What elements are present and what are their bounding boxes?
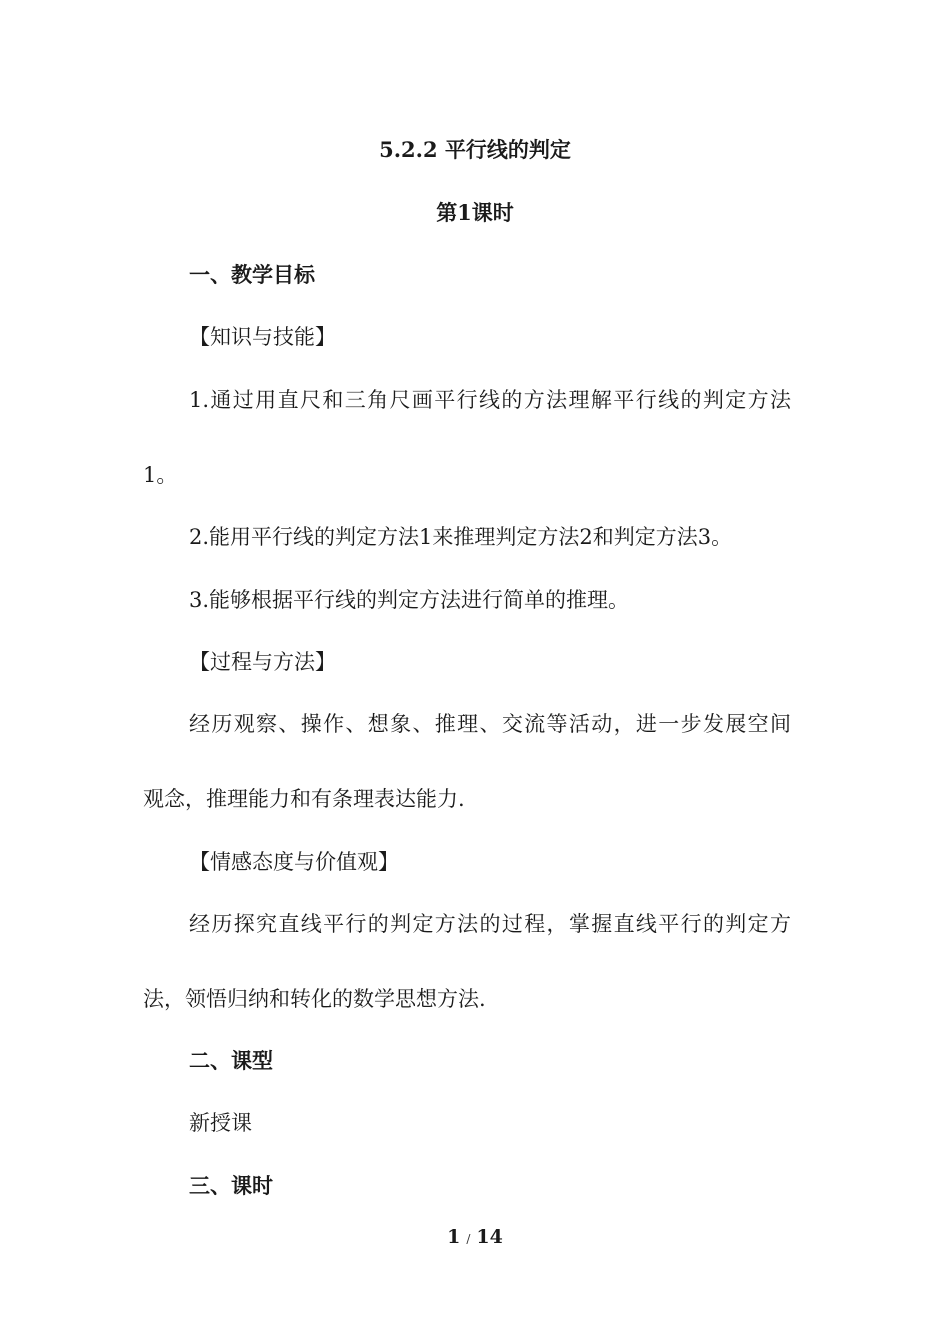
paragraph-p1-line2: 观念，推理能力和有条理表达能力. — [143, 787, 465, 811]
section-heading-class-hours: 三、课时 — [189, 1173, 273, 1198]
page-separator: / — [466, 1232, 471, 1246]
total-pages-number: 14 — [476, 1226, 503, 1248]
document-title: 5.2.2 平行线的判定 — [379, 137, 571, 162]
paragraph-e1-line2: 法，领悟归纳和转化的数学思想方法. — [143, 987, 486, 1011]
paragraph-k1-line1: 1.通过用直尺和三角尺画平行线的方法理解平行线的判定方法 — [189, 388, 791, 412]
subsection-label-emotion: 【情感态度与价值观】 — [189, 850, 399, 874]
section-heading-lesson-type: 二、课型 — [189, 1048, 273, 1073]
document-subtitle: 第1课时 — [436, 200, 514, 225]
subsection-label-process: 【过程与方法】 — [189, 650, 336, 674]
subsection-label-knowledge: 【知识与技能】 — [189, 325, 336, 349]
current-page-number: 1 — [447, 1226, 461, 1248]
paragraph-k1-line2: 1。 — [143, 463, 178, 487]
page-number-footer — [0, 1224, 950, 1252]
paragraph-p1-line1: 经历观察、操作、想象、推理、交流等活动，进一步发展空间 — [189, 712, 791, 736]
paragraph-k2: 2.能用平行线的判定方法1来推理判定方法2和判定方法3。 — [189, 525, 733, 549]
paragraph-e1-line1: 经历探究直线平行的判定方法的过程，掌握直线平行的判定方 — [189, 912, 791, 936]
paragraph-k3: 3.能够根据平行线的判定方法进行简单的推理。 — [189, 588, 630, 612]
paragraph-lesson-type: 新授课 — [189, 1111, 252, 1135]
section-heading-objectives: 一、教学目标 — [189, 262, 315, 287]
